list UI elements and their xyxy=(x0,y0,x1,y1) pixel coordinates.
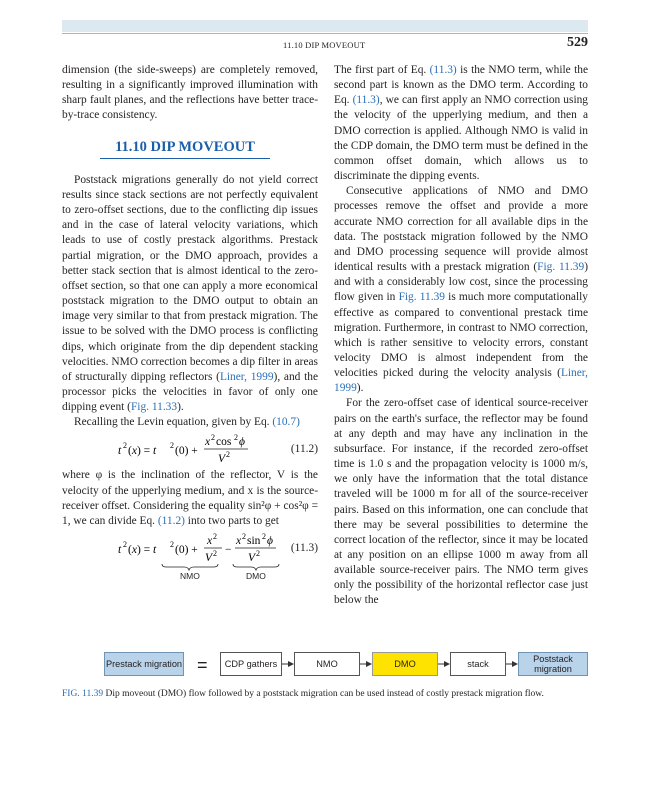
figure-flow-diagram xyxy=(62,649,588,681)
svg-text:2: 2 xyxy=(226,450,230,460)
svg-text:2: 2 xyxy=(213,532,217,542)
section-title: 11.10 DIP MOVEOUT xyxy=(100,140,270,159)
ref-liner-1999-b[interactable]: Liner, 1999 xyxy=(334,367,588,395)
svg-text:sin: sin xyxy=(247,535,261,548)
box-cdp-gathers: CDP gathers xyxy=(220,652,282,676)
flow-arrows xyxy=(62,649,588,681)
svg-text:t: t xyxy=(118,445,122,458)
header-rule xyxy=(62,33,588,34)
svg-text:V: V xyxy=(218,453,226,466)
svg-text:2: 2 xyxy=(234,433,238,443)
ref-fig-11-39-b[interactable]: Fig. 11.39 xyxy=(398,291,445,304)
equals-sign: = xyxy=(197,655,208,675)
svg-text:x: x xyxy=(205,436,211,449)
equation-11-2 xyxy=(62,432,318,466)
box-dmo: DMO xyxy=(372,652,438,676)
figure-caption xyxy=(62,688,588,701)
paragraph-where: where φ is the inclination of the reflector, V is the velocity of the upperlying medium, and x is the source-receiver offset. Considering the equality sin²φ + cos²φ = 1, we can divide Eq. (11.2) into two parts to get xyxy=(62,469,318,527)
box-poststack-migration: Poststack migration xyxy=(518,652,588,676)
header-band xyxy=(62,20,588,32)
page-number: 529 xyxy=(567,35,588,50)
equation-11-3 xyxy=(62,531,318,582)
svg-text:(x) = t: (x) = t xyxy=(128,544,157,557)
svg-text:2: 2 xyxy=(213,549,217,559)
ref-fig-11-39-a[interactable]: Fig. 11.39 xyxy=(537,261,585,274)
paragraph-continued: dimension (the side-sweeps) are completely removed, resulting in a significantly improved illumination with sharp fault planes, and the reflections have better trace-by-trace consistency. xyxy=(62,64,318,122)
svg-text:2: 2 xyxy=(242,532,246,542)
ref-eq-11-3-a[interactable]: (11.3) xyxy=(429,64,457,76)
right-column xyxy=(334,63,588,609)
svg-text:(0) +: (0) + xyxy=(175,544,198,557)
left-column xyxy=(62,63,319,582)
svg-text:V: V xyxy=(248,552,256,565)
svg-text:ϕ: ϕ xyxy=(239,436,245,449)
ref-fig-11-33[interactable]: Fig. 11.33 xyxy=(130,401,178,414)
paragraph-levin: Recalling the Levin equation, given by Eq. (10.7) xyxy=(74,416,300,429)
svg-text:2: 2 xyxy=(211,433,215,443)
ref-eq-10-7[interactable]: (10.7) xyxy=(272,416,300,429)
running-head: 11.10 DIP MOVEOUT xyxy=(283,40,366,50)
equation-11-3-number: (11.3) xyxy=(290,542,318,555)
label-nmo: NMO xyxy=(180,571,200,582)
svg-text:t: t xyxy=(118,544,122,557)
svg-text:2: 2 xyxy=(123,540,127,550)
svg-text:cos: cos xyxy=(216,436,232,449)
paragraph-zero-offset: For the zero-offset case of identical source-receiver pairs on the earth's surface, the reflector may be found at any depth and may have any inclination in the subsurface. For instance, if the recorded zero-offset time is 1.0 s and the propagation velocity is 1000 m/s, we only have the information that the total distance traveled will be 1000 m for all of the source-receiver pairs. Based on this information, one can conclude that there may be several possibilities to determine the correct location of the reflector, since it may be located at any position on an ellipse 1000 m away from all available source-receiver pairs. The NMO term gives only the possibility of the horizontal reflector case just below the xyxy=(334,397,588,607)
svg-text:2: 2 xyxy=(256,549,260,559)
ref-eq-11-2[interactable]: (11.2) xyxy=(157,514,185,527)
paragraph-consecutive: Consecutive applications of NMO and DMO processes remove the offset and provide a more accurate NMO correction for all available dips in the data. The poststack migration followed by the NMO and DMO processing sequence will provide almost identical results with a prestack migration (Fig. 11.39) and with a considerably low cost, since the processing flow given in Fig. 11.39 is much more computationally effective as compared to conventional prestack time migration. Furthermore, in contrast to NMO correction, which is rather sensitive to velocity errors, constant velocity DMO is almost independent from the velocities picked during the velocity analysis (Liner, 1999). xyxy=(334,185,588,395)
box-prestack-migration: Prestack migration xyxy=(104,652,184,676)
equation-11-2-formula xyxy=(62,432,282,466)
paragraph-dmo-intro: Poststack migrations generally do not yield correct results since stack sections are not perfectly equivalent to zero-offset sections, due to the conflicting dip issues and in the case of lateral velocity variations, which leads to use of costly prestack algorithms. Prestack partial migration, or the DMO approach, provides a better stack section that is almost identical to the zero-offset section, so that one can apply a more economical poststack migration to the DMO output to obtain an image very similar to that from prestack migration. The issue to be solved with the DMO process is conflicting dips, which originate from the dip dependent stacking velocities. NMO correction becomes a dip filter in areas of structurally dipping reflectors (Liner, 1999), and the processor picks the velocities in favor of only one dipping event (Fig. 11.33). xyxy=(62,173,319,414)
caption-label: FIG. 11.39 xyxy=(62,689,104,699)
svg-text:ϕ: ϕ xyxy=(267,535,273,548)
svg-text:(0) +: (0) + xyxy=(175,445,198,458)
svg-text:x: x xyxy=(207,535,213,548)
svg-text:(x) = t: (x) = t xyxy=(128,445,157,458)
svg-text:−: − xyxy=(225,544,232,557)
svg-text:2: 2 xyxy=(170,540,174,550)
ref-liner-1999[interactable]: Liner, 1999 xyxy=(219,370,274,383)
svg-text:V: V xyxy=(205,552,213,565)
paragraph-nmo-term: The first part of Eq. (11.3) is the NMO term, while the second part is known as the DMO term. According to Eq. (11.3), we can first apply an NMO correction using the velocity of the upperlying medium, and then a DMO correction is applied. Although NMO is valid in the CDP domain, the DMO term must be defined in the common offset domain, which allows us to discriminate the dipping events. xyxy=(334,64,589,183)
svg-text:2: 2 xyxy=(262,532,266,542)
svg-text:2: 2 xyxy=(123,441,127,451)
svg-text:2: 2 xyxy=(170,441,174,451)
svg-text:x: x xyxy=(236,535,242,548)
label-dmo: DMO xyxy=(246,571,266,582)
caption-text: Dip moveout (DMO) flow followed by a poststack migration can be used instead of costly prestack migration flow. xyxy=(103,689,544,699)
box-stack: stack xyxy=(450,652,506,676)
equation-11-2-number: (11.2) xyxy=(290,443,318,456)
box-nmo: NMO xyxy=(294,652,360,676)
ref-eq-11-3-b[interactable]: (11.3) xyxy=(352,94,380,107)
